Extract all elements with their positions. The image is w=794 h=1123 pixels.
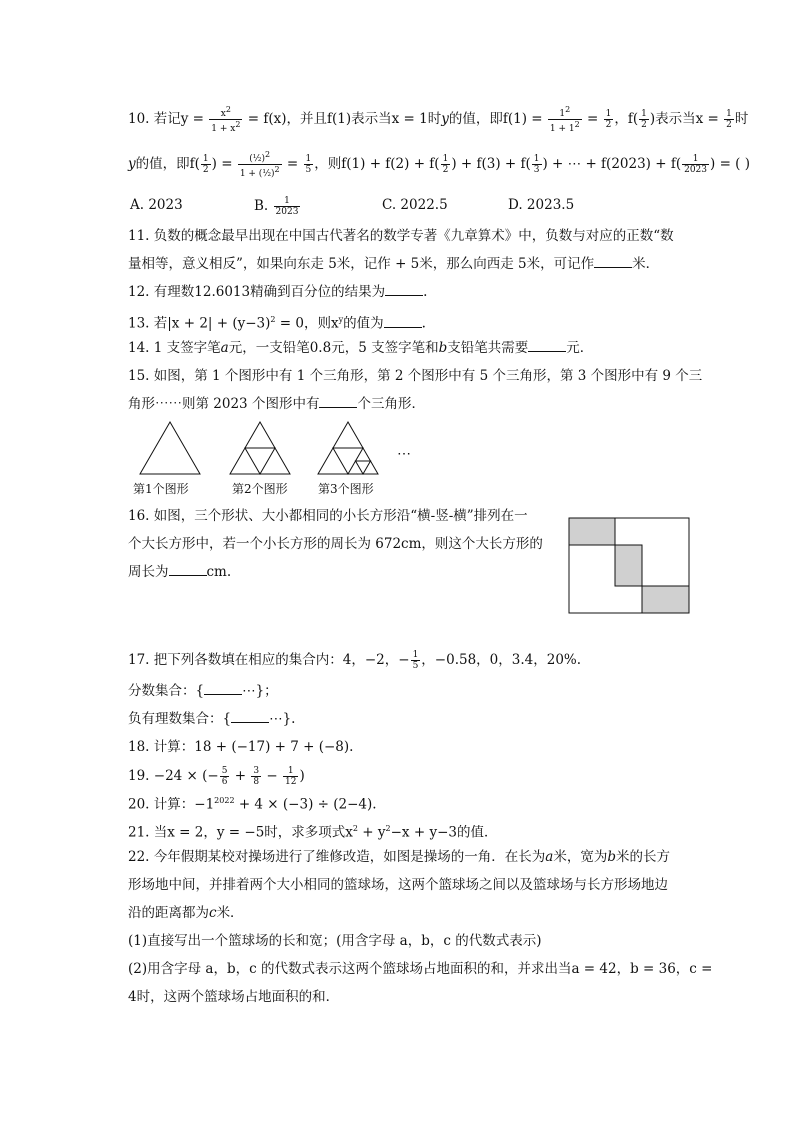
answer-blank[interactable] — [384, 315, 422, 328]
q15-line1: 15. 如图，第 1 个图形中有 1 个三角形，第 2 个图形中有 5 个三角形，第 3 个图形中有 9 个三 — [128, 368, 703, 384]
fraction: $\frac{1}{3}$ — [533, 154, 540, 175]
fraction: $\frac{1}{2023}$ — [684, 154, 708, 175]
fraction: $\frac{1}{5}$ — [412, 650, 419, 671]
fraction: $\frac{1^2}{1 + 1^2}$ — [549, 105, 580, 134]
caption-figure-3: 第3个图形 — [318, 482, 374, 496]
q18: 18. 计算：18 + (−17) + 7 + (−8). — [128, 739, 354, 755]
q17: 17. 把下列各数填在相应的集合内：4，−2，− $\frac{1}{5}$ ，−0.58，0，3.4，20%. — [128, 650, 582, 671]
q22-line2: 形场地中间，并排着两个大小相同的篮球场，这两个篮球场之间以及篮球场与长方形场地边 — [128, 877, 668, 893]
q22-line4: (1)直接写出一个篮球场的长和宽；(用含字母 a，b，c 的代数式表示) — [128, 933, 542, 949]
figure-ellipsis: ⋯ — [397, 446, 411, 462]
q22-line3: 沿的距离都为c米． — [128, 905, 244, 921]
fraction: $\frac{1}{12}$ — [285, 766, 297, 787]
fraction: $\frac{1}{2}$ — [442, 154, 449, 175]
q10-option-b: B. $\frac{1}{2023}$ — [254, 196, 299, 217]
q12: 12. 有理数12.6013精确到百分位的结果为 . — [128, 284, 428, 300]
answer-blank[interactable] — [594, 255, 632, 268]
fraction: $\frac{1}{2}$ — [202, 154, 209, 175]
q10-option-c: C. 2022.5 — [382, 197, 448, 213]
fraction: $\frac{1}{2023}$ — [275, 196, 299, 217]
q10-option-d: D. 2023.5 — [508, 197, 575, 213]
small-rect-2 — [615, 545, 642, 586]
triangle-figure-3 — [318, 422, 378, 474]
small-rect-1 — [569, 518, 615, 545]
fraction: $\frac{3}{8}$ — [253, 766, 260, 787]
fraction: $\frac{(\frac{1}{2})^2}{1 + (\frac{1}{2})^2}$ — [239, 150, 280, 179]
small-rect-3 — [642, 586, 689, 613]
triangle-figure-2 — [230, 422, 290, 474]
answer-blank[interactable] — [204, 682, 242, 695]
q22-line1: 22. 今年假期某校对操场进行了维修改造，如图是操场的一角．在长为a米，宽为b米的长方 — [128, 849, 670, 865]
q16-line3: 周长为 cm. — [128, 564, 232, 580]
q16-line2: 个大长方形中，若一个小长方形的周长为 672cm，则这个大长方形的 — [128, 536, 543, 552]
q15-line2: 角形⋯⋯则第 2023 个图形中有 个三角形． — [128, 396, 425, 412]
q14: 14. 1 支签字笔a元，一支铅笔0.8元，5 支签字笔和b支铅笔共需要 元． — [128, 340, 594, 356]
triangle-figure-1 — [140, 422, 200, 474]
q10-option-a: A. 2023 — [130, 197, 183, 213]
fraction: $\frac{1}{2}$ — [726, 109, 732, 130]
answer-blank[interactable] — [319, 395, 357, 408]
caption-figure-1: 第1个图形 — [133, 482, 189, 496]
q22-line6: 4时，这两个篮球场占地面积的和． — [128, 989, 340, 1005]
q19: 19. −24 × (− $\frac{5}{6}$ + $\frac{3}{8}$ − $\frac{1}{12}$ ) — [128, 766, 305, 787]
fraction: $\frac{5}{6}$ — [221, 766, 228, 787]
q11-line1: 11. 负数的概念最早出现在中国古代著名的数学专著《九章算术》中，负数与对应的正数“数 — [128, 228, 674, 244]
q11-line2: 量相等，意义相反”，如果向东走 5米，记作 + 5米，那么向西走 5米，可记作 米． — [128, 256, 660, 272]
q22-line5: (2)用含字母 a，b，c 的代数式表示这两个篮球场占地面积的和，并求出当a = 42，b = 36，c = — [128, 961, 713, 977]
q16-line1: 16. 如图，三个形状、大小都相同的小长方形沿“横-竖-横”排列在一 — [128, 508, 528, 524]
q17-fraction-set: 分数集合：{ ⋯}； — [128, 683, 278, 699]
fraction: $\frac{1}{2}$ — [605, 109, 612, 130]
fraction: $\frac{1}{5}$ — [305, 154, 312, 175]
rectangle-figure — [568, 517, 692, 615]
q13: 13. 若$|x + 2| + (y-3)^2 = 0$，则$x^y$的值为 . — [128, 315, 426, 332]
triangle-figures — [130, 420, 430, 478]
answer-blank[interactable] — [528, 339, 566, 352]
q17-negative-set: 负有理数集合：{ ⋯}. — [128, 711, 296, 727]
answer-blank[interactable] — [231, 710, 269, 723]
fraction: $\frac{x^2}{1 + x^2}$ — [211, 105, 241, 134]
answer-blank[interactable] — [385, 283, 423, 296]
caption-figure-2: 第2个图形 — [232, 482, 288, 496]
q10-line2: y的值，即f( $\frac{1}{2}$ ) = $\frac{(\frac{1}{2})^2}{1 + (\frac{1}{2})^2}$ = $\frac{1}{5}$ ，则f(1) + f(2) + f( $\frac{1}{2}$ ) + f(3) + f( $\frac{1}{3}$ ) + ⋯ + f(2023) + f( $\frac{1}{2023}$ ) = ( ) — [128, 150, 751, 179]
answer-blank[interactable] — [169, 563, 207, 576]
q10-line1: 10. 若记y = $\frac{x^2}{1 + x^2}$ = f(x)，并且f(1)表示当x = 1时y的值，即f(1) = $\frac{1^2}{1 + 1^2}$ = $\frac{1}{2}$ ，f( $\frac{1}{2}$ )表示当x = $\frac{1}{2}$ 时 — [128, 105, 749, 134]
fraction: $\frac{1}{2}$ — [641, 109, 647, 130]
q20: 20. 计算：$-1^{2022} + 4 \times (-3) \div (2-4)$. — [128, 796, 377, 813]
q21: 21. 当x = 2，y = −5时，求多项式$x^2 + y^2-x + y-3$的值． — [128, 824, 498, 841]
